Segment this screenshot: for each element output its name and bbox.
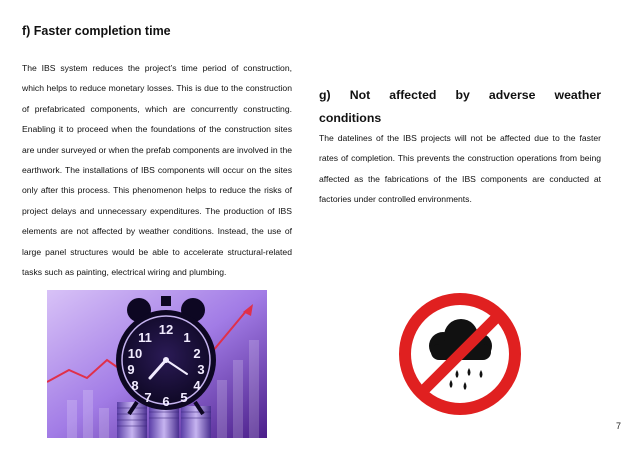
alarm-clock-image	[47, 290, 267, 438]
clock-numeral-3: 3	[197, 362, 205, 377]
clock-numeral-1: 1	[183, 330, 191, 345]
section-f-body: The IBS system reduces the project’s time period of construction, which helps to reduce monetary losses. This is due to the construction of prefabricated components, which are concurrently constructing. Enabling it to proceed when the foundations of the construction sites are under surveyed or when the prefab components are involved in the earthwork. The installations of IBS components will occur on the sites only after this process. This phenomenon helps to reduce the risks of project delays and unnecessary expenditures. The production of IBS elements are not affected by weather conditions. Instead, the use of large panel structures would be able to accelerate structural-related tasks such as painting, electrical wiring and plumbing.	[22, 63, 292, 278]
clock-numeral-7: 7	[144, 390, 152, 405]
alarm-clock-icon	[47, 290, 267, 438]
section-g-heading-line1: g) Not affected by adverse weather	[319, 88, 601, 102]
section-f-heading: f) Faster completion time	[22, 24, 171, 38]
section-g-body: The datelines of the IBS projects will not be affected due to the faster rates of completion. This prevents the construction operations from being affected as the fabrications of the IBS components are conducted at factories under controlled environments.	[319, 133, 601, 205]
clock-numeral-11: 11	[138, 330, 152, 345]
clock-numeral-6: 6	[162, 394, 170, 409]
section-g-heading	[319, 84, 601, 130]
no-weather-sign-image	[395, 288, 525, 426]
clock-numeral-2: 2	[193, 346, 201, 361]
section-g-heading-line2: conditions	[319, 111, 382, 125]
page-number: 7	[616, 421, 622, 431]
no-rain-cloud-icon	[395, 288, 525, 426]
clock-numeral-12: 12	[158, 322, 174, 337]
clock-numeral-8: 8	[131, 378, 139, 393]
clock-numeral-5: 5	[180, 390, 188, 405]
clock-numeral-9: 9	[127, 362, 135, 377]
clock-numeral-4: 4	[193, 378, 201, 393]
clock-numeral-10: 10	[127, 346, 143, 361]
